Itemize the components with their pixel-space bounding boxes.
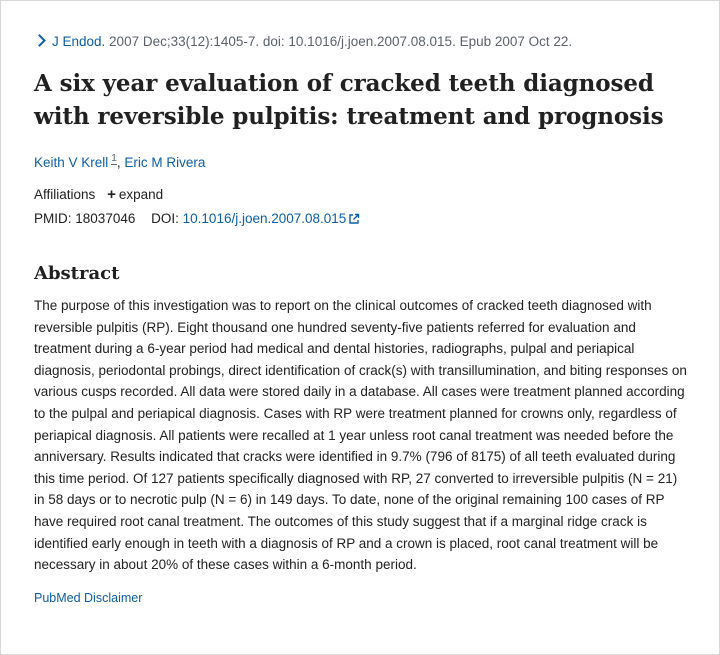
affiliations-expand-button[interactable] [107,187,163,202]
chevron-right-icon[interactable] [33,34,46,47]
author-link[interactable]: Eric M Rivera [124,155,206,170]
affiliations-row [34,186,694,204]
article-title: A six year evaluation of cracked teeth diagnosed with reversible pulpitis: treatment and prognosis [34,70,664,130]
journal-link[interactable]: J Endod. [52,34,106,49]
pmid-label: PMID: [34,211,72,226]
author-link[interactable]: Keith V Krell [34,155,109,170]
doi-value: 10.1016/j.joen.2007.08.015 [182,211,347,226]
identifiers-row [34,210,694,228]
affiliation-ref[interactable]: 1 [111,153,117,164]
citation-line [34,33,694,51]
expand-label: expand [118,187,164,202]
external-link-icon [348,213,360,225]
abstract-text: The purpose of this investigation was to report on the clinical outcomes of cracked teeth diagnosed with reversible pulpitis (RP). Eight thousand one hundred seventy-five patients referred for evaluation and treatment during a 6-year period had medical and dental histories, radiographs, pulpal and periapical diagnosis, periodontal probings, direct identification of crack(s) with transillumination, and biting responses on various cusps recorded. All data were stored daily in a database. All cases were treatment planned according to the pulpal and periapical diagnosis. Cases with RP were treatment planned for crowns only, regardless of periapical diagnosis. All patients were recalled at 1 year unless root canal treatment was needed before the anniversary. Results indicated that cracks were identified in 9.7% (796 of 8175) of all teeth evaluated during this time period. Of 127 patients specifically diagnosed with RP, 27 converted to irreversible pulpitis (N = 21) in 58 days or to necrotic pulp (N = 6) in 149 days. To date, none of the original remaining 100 cases of RP have required root canal treatment. The outcomes of this study suggest that if a marginal ridge crack is identified early enough in teeth with a diagnosis of RP and a crown is placed, root canal treatment will be necessary in about 20% of these cases within a 6-month period. [34,298,687,573]
doi-link[interactable] [183,211,361,226]
plus-icon: + [107,186,116,203]
affiliations-label: Affiliations [34,187,96,202]
author-separator: , [116,155,121,170]
citation-details: 2007 Dec;33(12):1405-7. doi: 10.1016/j.joen.2007.08.015. Epub 2007 Oct 22. [105,34,573,49]
article-content [34,1,694,607]
pubmed-disclaimer-link[interactable]: PubMed Disclaimer [34,590,143,605]
doi-label: DOI: [151,211,179,226]
abstract-heading: Abstract [34,263,120,284]
pmid-value: 18037046 [75,211,136,226]
author-list [34,150,694,172]
disclaimer-row [34,589,694,607]
